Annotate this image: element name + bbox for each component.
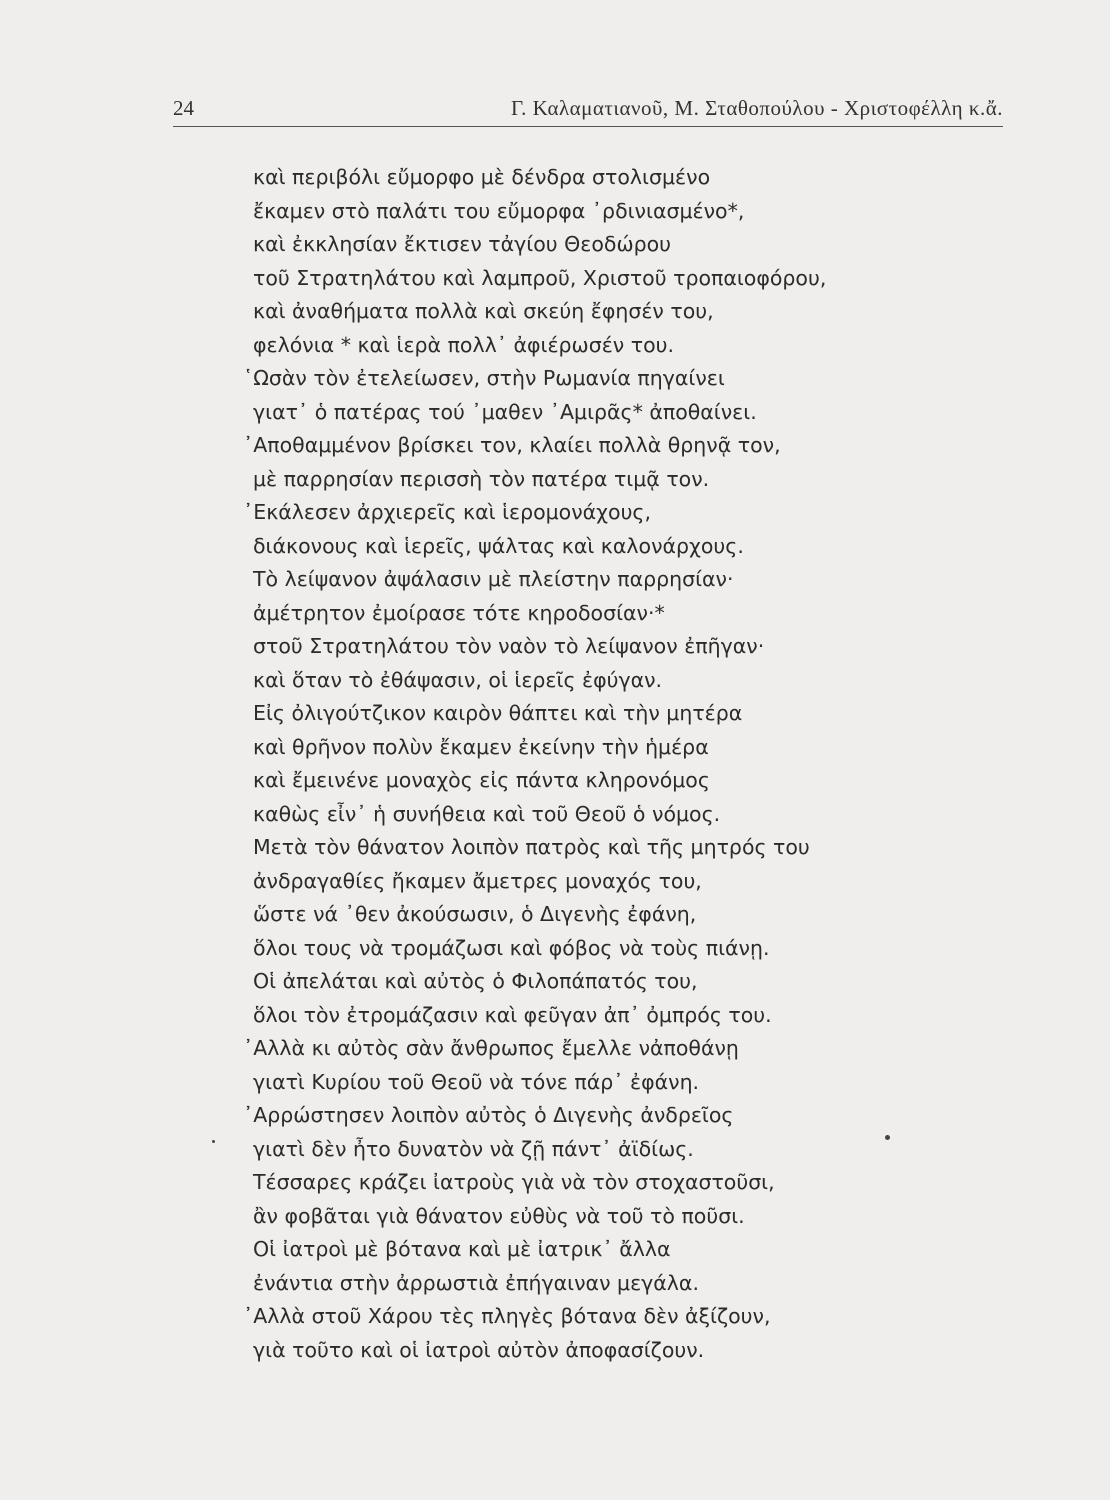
- poem-text: [243, 161, 973, 1367]
- verse-line: Μετὰ τὸν θάνατον λοιπὸν πατρὸς καὶ τῆς μητρός του: [253, 835, 810, 859]
- print-speck: [212, 1140, 215, 1143]
- verse-line: διάκονους καὶ ἱερεῖς, ψάλτας καὶ καλονάρχους.: [253, 533, 744, 558]
- running-head: Γ. Καλαματιανοῦ, Μ. Σταθοπούλου - Χριστοφέλλη κ.ἄ.: [510, 96, 1003, 120]
- verse-line: ἀνδραγαθίες ἤκαμεν ἄμετρες μοναχός του,: [253, 868, 702, 893]
- verse-line: καθὼς εἶν᾿ ἡ συνήθεια καὶ τοῦ Θεοῦ ὁ νόμος.: [253, 801, 721, 826]
- verse-line: ἔκαμεν στὸ παλάτι του εὔμορφα ᾿ρδινιασμένο*,: [253, 198, 745, 223]
- verse-line: ᾿Αποθαμμένον βρίσκει τον, κλαίει πολλὰ θρηνᾷ τον,: [243, 433, 781, 457]
- page-header: [173, 96, 1003, 128]
- verse-line: φελόνια * καὶ ἱερὰ πολλ᾿ ἀφιέρωσέν του.: [253, 332, 675, 357]
- verse-line: ᾿Εκάλεσεν ἀρχιερεῖς καὶ ἱερομονάχους,: [243, 500, 651, 524]
- verse-line: ῾Ωσὰν τὸν ἐτελείωσεν, στὴν Ρωμανία πηγαίνει: [243, 366, 725, 390]
- verse-line: ἀμέτρητον ἐμοίρασε τότε κηροδοσίαν·*: [253, 600, 665, 625]
- verse-line: Τὸ λείψανον ἀψάλασιν μὲ πλείστην παρρησίαν·: [253, 567, 734, 591]
- verse-line: ὅλοι τὸν ἐτρομάζασιν καὶ φεῦγαν ἀπ᾿ ὀμπρός του.: [253, 1002, 772, 1027]
- verse-line: Τέσσαρες κράζει ἰατροὺς γιὰ νὰ τὸν στοχαστοῦσι,: [253, 1170, 775, 1194]
- verse-line: ὥστε νά ᾿θεν ἀκούσωσιν, ὁ Διγενὴς ἐφάνη,: [253, 902, 697, 926]
- verse-line: γιατὶ δὲν ἦτο δυνατὸν νὰ ζῇ πάντ᾿ ἀϊδίως.: [253, 1136, 694, 1161]
- page-number: 24: [173, 96, 194, 120]
- verse-line: καὶ θρῆνον πολὺν ἔκαμεν ἐκείνην τὴν ἡμέρα: [253, 734, 709, 759]
- verse-line: ᾿Αρρώστησεν λοιπὸν αὐτὸς ὁ Διγενὴς ἀνδρεῖος: [243, 1103, 734, 1127]
- verse-line: ᾿Αλλὰ στοῦ Χάρου τὲς πληγὲς βότανα δὲν ἀξίζουν,: [243, 1304, 771, 1328]
- verse-line: καὶ ἔμεινένε μοναχὸς εἰς πάντα κληρονόμος: [253, 768, 710, 792]
- verse-line: Οἱ ἀπελάται καὶ αὐτὸς ὁ Φιλοπάπατός του,: [253, 969, 698, 993]
- verse-line: ἂν φοβᾶται γιὰ θάνατον εὐθὺς νὰ τοῦ τὸ ποῦσι.: [253, 1203, 745, 1228]
- header-rule: [173, 126, 1003, 127]
- verse-line: μὲ παρρησίαν περισσὴ τὸν πατέρα τιμᾷ τον.: [253, 466, 710, 491]
- verse-line: καὶ ὅταν τὸ ἐθάψασιν, οἱ ἱερεῖς ἐφύγαν.: [253, 667, 663, 692]
- verse-line: καὶ περιβόλι εὔμορφο μὲ δένδρα στολισμένο: [253, 165, 711, 189]
- verse-line: ᾿Αλλὰ κι αὐτὸς σὰν ἄνθρωπος ἔμελλε νἀποθάνῃ: [243, 1036, 739, 1060]
- verse-line: ὅλοι τους νὰ τρομάζωσι καὶ φόβος νὰ τοὺς πιάνῃ.: [253, 935, 770, 960]
- verse-line: καὶ ἐκκλησίαν ἔκτισεν τἀγίου Θεοδώρου: [253, 232, 672, 256]
- verse-line: γιὰ τοῦτο καὶ οἱ ἰατροὶ αὐτὸν ἀποφασίζουν.: [253, 1337, 705, 1362]
- verse-line: στοῦ Στρατηλάτου τὸν ναὸν τὸ λείψανον ἐπῆγαν·: [253, 634, 765, 658]
- verse-line: Οἱ ἰατροὶ μὲ βότανα καὶ μὲ ἰατρικ᾿ ἄλλα: [253, 1237, 671, 1261]
- print-speck: [885, 1135, 890, 1140]
- verse-line: γιατ᾿ ὁ πατέρας τού ᾿μαθεν ᾿Αμιρᾶς* ἀποθαίνει.: [253, 399, 757, 424]
- verse-line: καὶ ἀναθήματα πολλὰ καὶ σκεύη ἔφησέν του,: [253, 299, 714, 323]
- verse-line: γιατὶ Κυρίου τοῦ Θεοῦ νὰ τόνε πάρ᾿ ἐφάνη.: [253, 1069, 700, 1094]
- verse-line: Εἰς ὀλιγούτζικον καιρὸν θάπτει καὶ τὴν μητέρα: [253, 701, 743, 725]
- verse-line: τοῦ Στρατηλάτου καὶ λαμπροῦ, Χριστοῦ τροπαιοφόρου,: [253, 265, 827, 290]
- verse-line: ἐνάντια στὴν ἀρρωστιὰ ἐπήγαιναν μεγάλα.: [253, 1270, 699, 1295]
